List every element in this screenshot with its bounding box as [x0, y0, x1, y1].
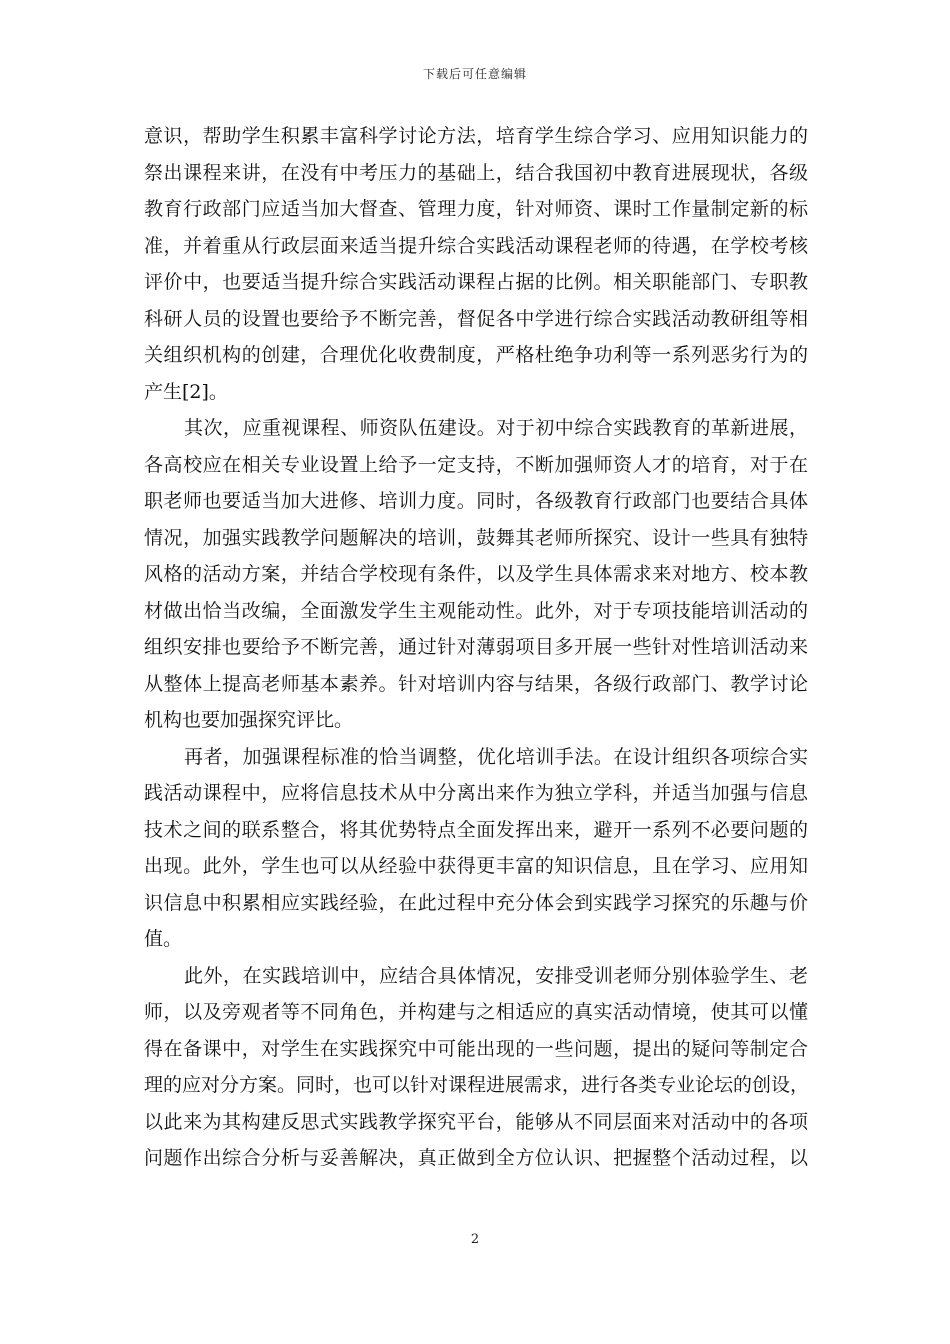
text-line: 职老师也要适当加大进修、培训力度。同时，各级教育行政部门也要结合具体: [144, 490, 808, 512]
text-line: 风格的活动方案，并结合学校现有条件，以及学生具体需求来对地方、校本教: [144, 563, 808, 585]
text-line: 问题作出综合分析与妥善解决，真正做到全方位认识、把握整个活动过程，以: [144, 1147, 808, 1169]
text-line: 再者，加强课程标准的恰当调整，优化培训手法。在设计组织各项综合实: [184, 745, 808, 768]
text-line: 师，以及旁观者等不同角色，并构建与之相适应的真实活动情境，使其可以懂: [144, 1001, 808, 1023]
text-line: 科研人员的设置也要给予不断完善，督促各中学进行综合实践活动教研组等相: [144, 307, 808, 330]
text-line: 教育行政部门应适当加大督查、管理力度，针对师资、课时工作量制定新的标: [144, 198, 808, 220]
text-line: 出现。此外，学生也可以从经验中获得更丰富的知识信息，且在学习、应用知: [144, 855, 808, 877]
page-header: 下载后可任意编辑: [422, 67, 527, 81]
text-line: 机构也要加强探究评比。: [144, 709, 354, 731]
body-text: [144, 118, 808, 1177]
text-line: 识信息中积累相应实践经验，在此过程中充分体会到实践学习探究的乐趣与价: [144, 891, 808, 914]
text-line: 材做出恰当改编，全面激发学生主观能动性。此外，对于专项技能培训活动的: [144, 599, 808, 622]
text-line: 关组织机构的创建，合理优化收费制度，严格杜绝争功利等一系列恶劣行为的: [144, 344, 808, 366]
text-line: 产生[2]。: [144, 380, 228, 403]
text-line: 情况，加强实践教学问题解决的培训，鼓舞其老师所探究、设计一些具有独特: [144, 526, 808, 549]
text-line: 得在备课中，对学生在实践探究中可能出现的一些问题，提出的疑问等制定合: [144, 1037, 808, 1060]
text-line: 组织安排也要给予不断完善，通过针对薄弱项目多开展一些针对性培训活动来: [144, 636, 808, 658]
text-line: 以此来为其构建反思式实践教学探究平台，能够从不同层面来对活动中的各项: [144, 1110, 808, 1133]
text-line: 准，并着重从行政层面来适当提升综合实践活动课程老师的待遇，在学校考核: [144, 234, 808, 257]
text-line: 从整体上提高老师基本素养。针对培训内容与结果，各级行政部门、教学讨论: [144, 672, 808, 695]
text-line: 值。: [144, 928, 183, 950]
text-line: 理的应对分方案。同时，也可以针对课程进展需求，进行各类专业论坛的创设，: [144, 1074, 810, 1096]
text-line: 践活动课程中，应将信息技术从中分离出来作为独立学科，并适当加强与信息: [144, 782, 808, 804]
text-line: 各高校应在相关专业设置上给予一定支持，不断加强师资人才的培育，对于在: [144, 453, 808, 476]
text-line: 技术之间的联系整合，将其优势特点全面发挥出来，避开一系列不必要问题的: [144, 818, 808, 841]
text-line: 意识，帮助学生积累丰富科学讨论方法，培育学生综合学习、应用知识能力的: [144, 125, 808, 147]
text-line: 祭出课程来讲，在没有中考压力的基础上，结合我国初中教育进展现状，各级: [144, 161, 808, 184]
text-line: 评价中，也要适当提升综合实践活动课程占据的比例。相关职能部门、专职教: [144, 271, 808, 293]
text-line: 其次，应重视课程、师资队伍建设。对于初中综合实践教育的革新进展，: [184, 417, 808, 439]
text-line: 此外，在实践培训中，应结合具体情况，安排受训老师分别体验学生、老: [184, 964, 808, 987]
page-number: 2: [470, 1232, 480, 1247]
